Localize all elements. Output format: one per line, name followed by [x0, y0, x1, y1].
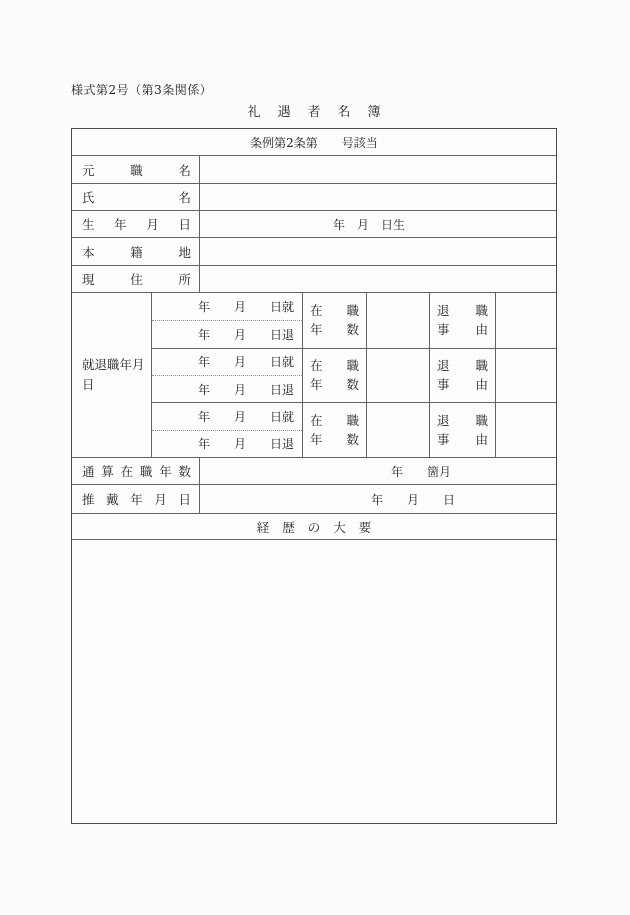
tenure-label-line1: 在職	[310, 357, 359, 373]
domicile-label-cell	[72, 238, 199, 265]
reason-label-line2: 事由	[437, 376, 488, 392]
emp-date-cell	[152, 293, 302, 348]
reason-value-cell	[495, 403, 556, 457]
name-value-cell	[199, 184, 556, 210]
reason-label-line1: 退職	[437, 357, 488, 373]
page-title: 礼遇者名簿	[247, 105, 398, 120]
name-label-cell	[72, 184, 199, 210]
row-domicile	[72, 237, 556, 265]
tenure-label-cell	[302, 293, 366, 348]
emp-date-cell	[152, 349, 302, 403]
total-service-label-cell	[72, 458, 199, 484]
clause-header-text: 条例第2条第 号該当	[250, 135, 378, 150]
former-title-label-cell	[72, 156, 199, 183]
reason-label-cell	[429, 293, 495, 348]
row-total-service	[72, 457, 556, 484]
form-number-label: 様式第2号（第3条関係）	[71, 83, 213, 97]
former-title-value-cell	[199, 156, 556, 183]
reason-label-line2: 事由	[437, 431, 488, 447]
reason-label-cell	[429, 403, 495, 457]
emp-end-date: 年 月 日退	[197, 327, 294, 342]
tenure-value-cell	[366, 403, 429, 457]
reason-label-line2: 事由	[437, 321, 488, 337]
tenure-value-cell	[366, 349, 429, 403]
emp-end-date: 年 月 日退	[197, 437, 294, 452]
former-title-label: 元職名	[82, 162, 191, 178]
emp-date-cell	[152, 403, 302, 457]
tenure-label-cell	[302, 349, 366, 403]
total-service-label: 通算在職年数	[82, 464, 191, 479]
total-service-value-cell: 年 箇月	[199, 458, 556, 484]
reason-label-line1: 退職	[437, 302, 488, 318]
row-name	[72, 183, 556, 210]
employment-block	[152, 293, 556, 348]
reason-value-cell	[495, 349, 556, 403]
tenure-label-line1: 在職	[310, 302, 359, 318]
row-installation-date	[72, 484, 556, 513]
installation-date-label: 推戴年月日	[82, 492, 191, 507]
tenure-label-line2: 年数	[310, 321, 359, 337]
birthdate-label: 生年月日	[82, 217, 191, 232]
reason-label-line1: 退職	[437, 412, 488, 428]
tenure-label-line1: 在職	[310, 412, 359, 428]
tenure-label-line2: 年数	[310, 376, 359, 392]
tenure-value-cell	[366, 293, 429, 348]
address-value-cell	[199, 266, 556, 292]
emp-start-date: 年 月 日就	[152, 293, 302, 321]
employment-block	[152, 402, 556, 457]
reason-value-cell	[495, 293, 556, 348]
tenure-label-line2: 年数	[310, 431, 359, 447]
employment-section-label-cell	[72, 293, 151, 457]
employment-block	[152, 348, 556, 403]
emp-end-date: 年 月 日退	[197, 382, 294, 397]
row-birthdate	[72, 210, 556, 237]
address-label: 現住所	[82, 272, 191, 287]
reason-label-cell	[429, 349, 495, 403]
installation-date-value-cell: 年 月 日	[199, 485, 556, 513]
installation-date-label-cell	[72, 485, 199, 513]
tenure-label-cell	[302, 403, 366, 457]
row-address	[72, 265, 556, 292]
domicile-label: 本籍地	[82, 244, 191, 260]
clause-header-row	[72, 129, 556, 155]
employment-section-label: 就退職年月日	[82, 357, 145, 392]
birthdate-value-cell: 年 月 日生	[199, 211, 556, 237]
career-header-text: 経歴の大要	[256, 519, 385, 535]
row-former-title	[72, 155, 556, 183]
emp-start-date: 年 月 日就	[152, 403, 302, 430]
domicile-value-cell	[199, 238, 556, 265]
address-label-cell	[72, 266, 199, 292]
career-box	[72, 539, 556, 823]
career-header-row	[72, 513, 556, 539]
roster-table	[71, 128, 557, 824]
emp-start-date: 年 月 日就	[152, 349, 302, 376]
employment-blocks	[151, 293, 556, 457]
name-label: 氏名	[82, 190, 191, 205]
birthdate-label-cell	[72, 211, 199, 237]
employment-section	[72, 292, 556, 457]
